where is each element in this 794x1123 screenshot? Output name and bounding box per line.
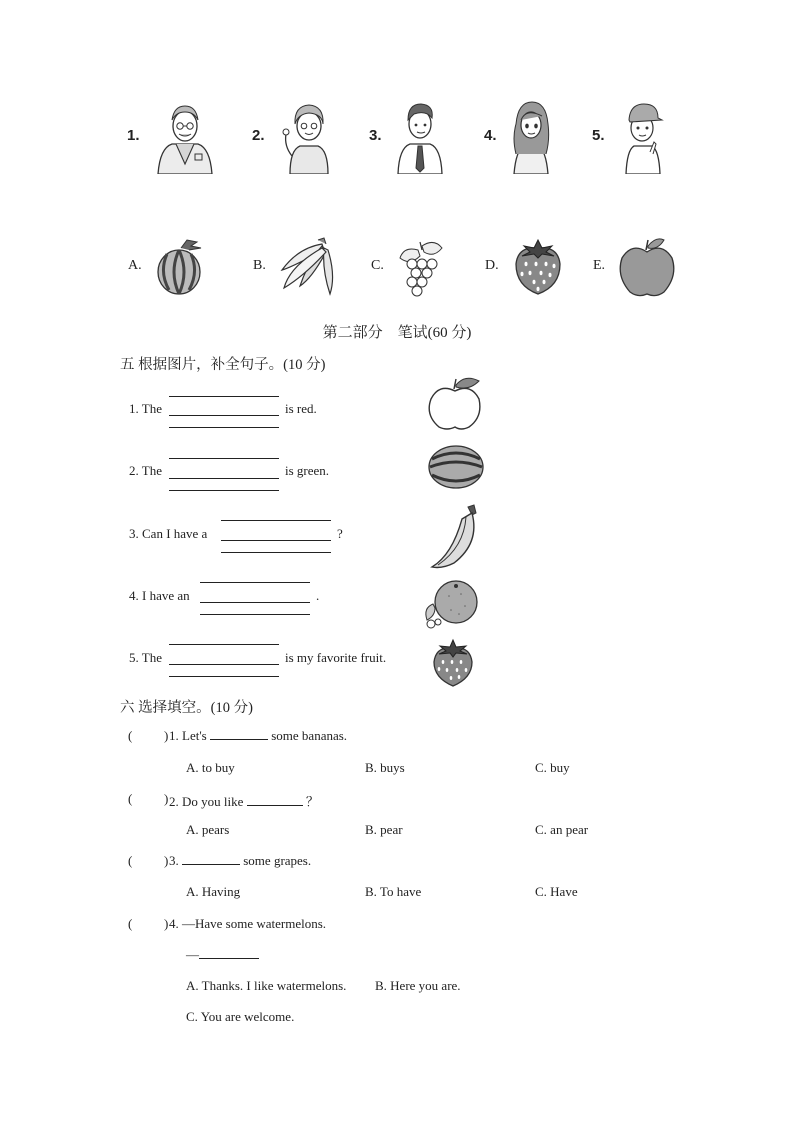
- answer-box-3[interactable]: [140, 853, 162, 869]
- fruit-letter-b: B.: [253, 258, 266, 273]
- strawberry-icon: [512, 236, 564, 296]
- answer-box-4[interactable]: [140, 916, 162, 932]
- grapes-icon: [398, 236, 444, 298]
- q1-option-b[interactable]: B. buys: [365, 760, 405, 775]
- item3-suffix: ?: [337, 526, 343, 541]
- q2-option-c[interactable]: C. an pear: [535, 822, 589, 837]
- section6-heading: 六 选择填空。(10 分): [120, 700, 253, 716]
- writing-guide-line: [221, 520, 331, 521]
- bananas-icon: [278, 236, 340, 298]
- people-number-3: 3.: [369, 127, 382, 144]
- q4-option-a[interactable]: A. Thanks. I like watermelons.: [186, 978, 347, 993]
- question-4-text: 4. —Have some watermelons.: [169, 916, 327, 931]
- part-two-title: 第二部分 笔试(60 分): [322, 325, 472, 341]
- strawberry-icon: [430, 638, 476, 688]
- answer-paren-open: (: [128, 916, 133, 931]
- answer-line-5[interactable]: [169, 664, 279, 665]
- question-3-suffix: some grapes.: [243, 853, 312, 868]
- question-4-blank: [199, 958, 259, 959]
- answer-box-2[interactable]: [140, 791, 162, 807]
- boy-icon: [620, 98, 666, 174]
- item3-prefix: 3. Can I have a: [129, 526, 208, 541]
- item2-prefix: 2. The: [129, 463, 162, 478]
- writing-guide-line: [169, 427, 279, 428]
- question-1-suffix: some bananas.: [271, 728, 348, 743]
- answer-line-3[interactable]: [221, 540, 331, 541]
- answer-line-4[interactable]: [200, 602, 310, 603]
- q2-option-a[interactable]: A. pears: [186, 822, 230, 837]
- writing-guide-line: [221, 552, 331, 553]
- q4-option-c[interactable]: C. You are welcome.: [186, 1009, 295, 1024]
- item5-suffix: is my favorite fruit.: [285, 650, 387, 665]
- q3-option-a[interactable]: A. Having: [186, 884, 241, 899]
- question-2-blank: [247, 805, 303, 806]
- writing-guide-line: [200, 614, 310, 615]
- q2-option-b[interactable]: B. pear: [365, 822, 403, 837]
- answer-paren-open: (: [128, 728, 133, 743]
- girl-icon: [508, 98, 554, 174]
- answer-line-1[interactable]: [169, 415, 279, 416]
- fruit-letter-a: A.: [128, 258, 142, 273]
- people-number-2: 2.: [252, 127, 265, 144]
- question-1-prefix: 1. Let's: [169, 728, 207, 743]
- answer-paren-close: ): [164, 728, 169, 743]
- q3-option-b[interactable]: B. To have: [365, 884, 422, 899]
- writing-guide-line: [169, 490, 279, 491]
- people-number-5: 5.: [592, 127, 605, 144]
- fruit-letter-c: C.: [371, 258, 384, 273]
- answer-paren-open: (: [128, 853, 133, 868]
- question-2-text: [169, 791, 319, 810]
- writing-guide-line: [169, 676, 279, 677]
- response-dash: —: [186, 947, 199, 962]
- question-3-prefix: 3.: [169, 853, 179, 868]
- answer-paren-close: ): [164, 853, 169, 868]
- item4-suffix: .: [316, 588, 320, 603]
- q4-option-b[interactable]: B. Here you are.: [375, 978, 461, 993]
- writing-guide-line: [169, 396, 279, 397]
- answer-paren-close: ): [164, 791, 169, 806]
- item4-prefix: 4. I have an: [129, 588, 190, 603]
- q3-option-c[interactable]: C. Have: [535, 884, 578, 899]
- people-number-1: 1.: [127, 127, 140, 144]
- section5-heading: 五 根据图片，补全句子。(10 分): [120, 357, 326, 373]
- item1-prefix: 1. The: [129, 401, 162, 416]
- item5-prefix: 5. The: [129, 650, 162, 665]
- writing-guide-line: [169, 644, 279, 645]
- question-4-response: [186, 947, 259, 963]
- answer-paren-open: (: [128, 791, 133, 806]
- q1-option-a[interactable]: A. to buy: [186, 760, 235, 775]
- watermelon-icon: [426, 443, 486, 491]
- fruit-letter-e: E.: [593, 258, 606, 273]
- people-number-4: 4.: [484, 127, 497, 144]
- answer-paren-close: ): [164, 916, 169, 931]
- question-1-text: [169, 728, 347, 744]
- apple-outline-icon: [427, 375, 485, 431]
- question-1-blank: [210, 739, 268, 740]
- banana-icon: [428, 503, 484, 571]
- fruit-letter-d: D.: [485, 258, 499, 273]
- grandfather-icon: [154, 98, 216, 174]
- question-2-prefix: 2. Do you like: [169, 794, 244, 809]
- q1-option-c[interactable]: C. buy: [535, 760, 570, 775]
- writing-guide-line: [169, 458, 279, 459]
- answer-box-1[interactable]: [140, 728, 162, 744]
- question-2-suffix: ？: [305, 794, 319, 809]
- apple-icon: [618, 236, 678, 298]
- answer-line-2[interactable]: [169, 478, 279, 479]
- question-3-blank: [182, 864, 240, 865]
- writing-guide-line: [200, 582, 310, 583]
- item2-suffix: is green.: [285, 463, 330, 478]
- grandmother-icon: [278, 98, 336, 174]
- question-3-text: [169, 853, 311, 869]
- watermelon-icon: [155, 238, 207, 296]
- father-icon: [394, 98, 446, 174]
- item1-suffix: is red.: [285, 401, 317, 416]
- orange-icon: [421, 578, 481, 632]
